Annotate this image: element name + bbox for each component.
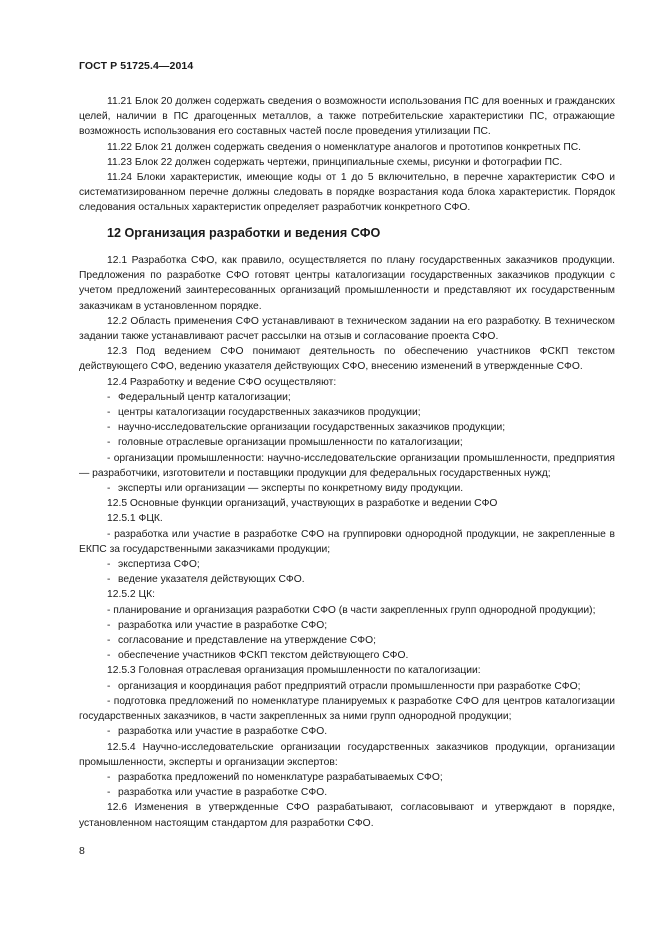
list-item: - центры каталогизации государственных заказчиков продукции; bbox=[107, 407, 421, 419]
list-item: - научно-исследовательские организации государственных заказчиков продукции; bbox=[107, 422, 506, 434]
paragraph: 12.5.3 Головная отраслевая организация промышленности по каталогизации: bbox=[107, 665, 481, 677]
list-item: - разработка или участие в разработке СФО. bbox=[107, 726, 328, 738]
paragraph: - организации промышленности: научно-исследовательские организации промышленности, предприятия — разработчики, изготовители и поставщики продукции для федеральных государственных нужд; bbox=[79, 452, 615, 479]
paragraph: 12.1 Разработка СФО, как правило, осуществляется по плану государственных заказчиков продукции. Предложения по разработке СФО готовят центры каталогизации государственных заказчиков продукции с учетом предложений заинтересованных организаций промышленности и представляют их государственным заказчикам в установленном порядке. bbox=[79, 255, 615, 312]
section-11-text bbox=[79, 94, 615, 216]
list-item: - организация и координация работ предприятий отрасли промышленности при разработке СФО; bbox=[107, 680, 581, 692]
paragraph: 12.5.1 ФЦК. bbox=[107, 513, 163, 525]
list-item: - разработка предложений по номенклатуре разрабатываемых СФО; bbox=[107, 771, 443, 783]
list-item: - разработка или участие в разработке СФО; bbox=[107, 619, 328, 631]
section-12-title: 12 Организация разработки и ведения СФО bbox=[107, 226, 381, 240]
list-item: - экспертиза СФО; bbox=[107, 559, 200, 571]
list-item: - согласование и представление на утверждение СФО; bbox=[107, 635, 376, 647]
list-item: - ведение указателя действующих СФО. bbox=[107, 574, 305, 586]
list-item: - разработка или участие в разработке СФО. bbox=[107, 787, 328, 799]
paragraph: 12.5.2 ЦК: bbox=[107, 589, 155, 601]
section-12-text bbox=[79, 253, 615, 831]
paragraph: 12.4 Разработку и ведение СФО осуществляют: bbox=[107, 376, 337, 388]
paragraph: - подготовка предложений по номенклатуре планируемых к разработке СФО для центров каталогизации государственных заказчиков, в части закрепленных за ними групп однородной продукции; bbox=[79, 695, 615, 723]
paragraph: 12.5.4 Научно-исследовательские организации государственных заказчиков продукции, организации промышленности, эксперты и организации экспертов: bbox=[79, 741, 615, 768]
paragraph: 12.5 Основные функции организаций, участвующих в разработке и ведении СФО bbox=[107, 498, 498, 510]
page-number: 8 bbox=[79, 845, 85, 857]
paragraph: 11.23 Блок 22 должен содержать чертежи, принципиальные схемы, рисунки и фотографии ПС. bbox=[107, 156, 563, 168]
paragraph: 11.21 Блок 20 должен содержать сведения о возможности использования ПС для военных и гражданских целей, наличии в ПС драгоценных металлов, а также потребительские характеристики ПС, отражающие возможность использования его составных частей после проведения утилизации ПС. bbox=[79, 96, 615, 138]
paragraph: 11.22 Блок 21 должен содержать сведения о номенклатуре аналогов и прототипов конкретных ПС. bbox=[107, 141, 582, 153]
paragraph: - разработка или участие в разработке СФО на группировки однородной продукции, не закрепленные в ЕКПС за государственными заказчиками продукции; bbox=[79, 528, 615, 555]
paragraph: 12.3 Под ведением СФО понимают деятельность по обеспечению участников ФСКП текстом действующего СФО, ведению указателя действующих СФО, внесению изменений в утвержденные СФО. bbox=[79, 346, 615, 373]
paragraph: - планирование и организация разработки СФО (в части закрепленных групп однородной продукции); bbox=[107, 604, 596, 616]
paragraph: 12.2 Область применения СФО устанавливают в техническом задании на его разработку. В техническом задании также устанавливают расчет рассылки на отзыв и согласование проекта СФО. bbox=[79, 315, 615, 343]
list-item: - головные отраслевые организации промышленности по каталогизации; bbox=[107, 437, 463, 449]
list-item: - Федеральный центр каталогизации; bbox=[107, 391, 291, 403]
document-header: ГОСТ Р 51725.4—2014 bbox=[79, 60, 194, 72]
paragraph: 12.6 Изменения в утвержденные СФО разрабатывают, согласовывают и утверждают в порядке, установленном настоящим стандартом для разработки СФО. bbox=[79, 802, 615, 829]
list-item: - эксперты или организации — эксперты по конкретному виду продукции. bbox=[107, 483, 464, 495]
paragraph: 11.24 Блоки характеристик, имеющие коды от 1 до 5 включительно, в перечне характеристик СФО и систематизированном перечне должны следовать в порядке возрастания кода блока характеристик. Порядок следования остальных характеристик определяет разработчик конкретного СФО. bbox=[79, 172, 615, 214]
list-item: - обеспечение участников ФСКП текстом действующего СФО. bbox=[107, 650, 409, 662]
